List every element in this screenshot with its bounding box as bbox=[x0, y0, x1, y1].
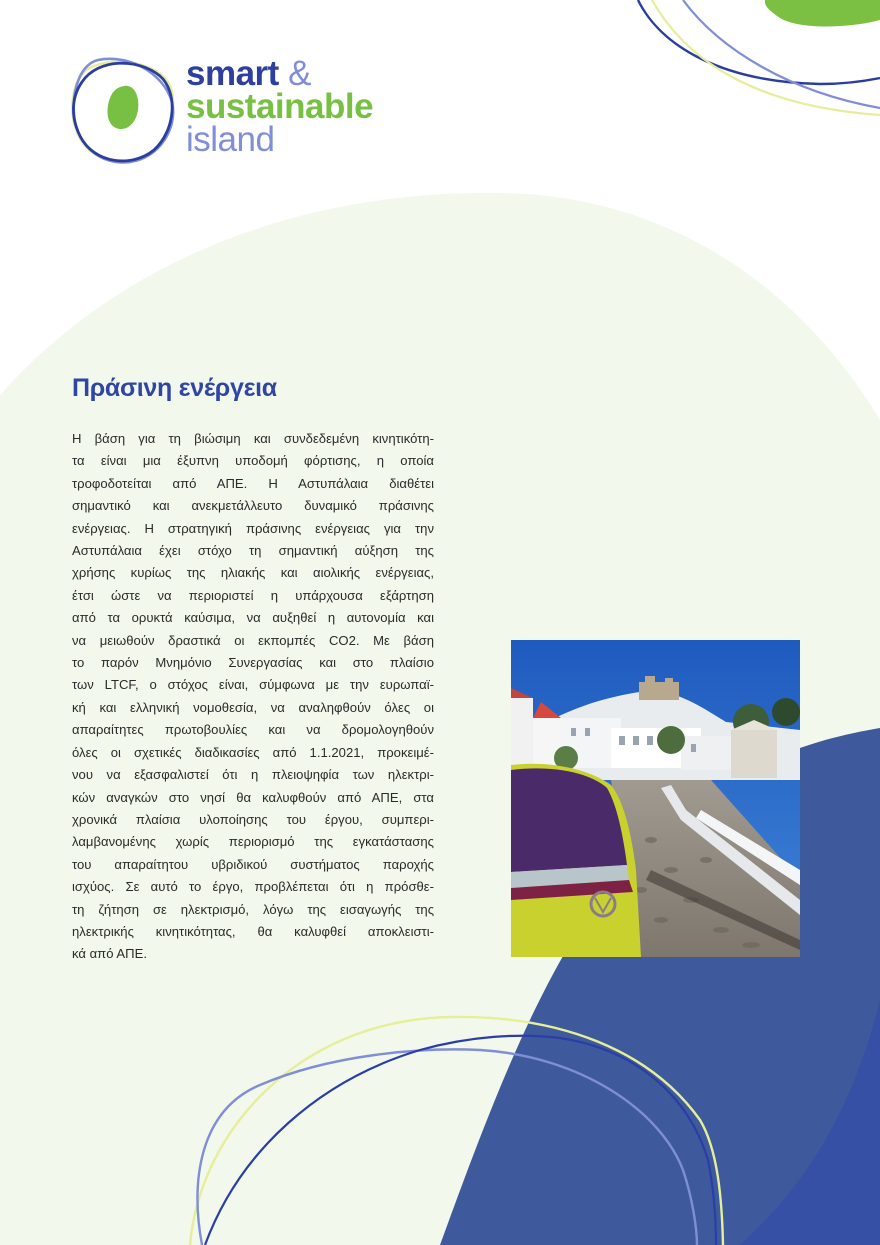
body-line: χρήσης κυρίως της ηλιακής και αιολικής ενέργειας, bbox=[72, 565, 434, 581]
body-line: λαμβανομένης χωρίς περιορισμό της εγκατάστασης bbox=[72, 834, 434, 850]
body-line: από τα ορυκτά καύσιμα, να αυξηθεί η αυτονομία και bbox=[72, 610, 434, 626]
body-line: κή και ελληνική νομοθεσία, να αναληφθούν όλες οι bbox=[72, 699, 434, 715]
brand-logo bbox=[68, 52, 388, 172]
logo-island-text: island bbox=[186, 120, 275, 159]
body-line: ηλεκτρικής κινητικότητας, θα καλυφθεί αποκλειστι- bbox=[72, 923, 434, 939]
body-line: Η βάση για τη βιώσιμη και συνδεδεμένη κινητικότη- bbox=[72, 431, 434, 446]
body-line: των LTCF, ο στόχος είναι, σύμφωνα με την ευρωπαϊ- bbox=[72, 677, 434, 693]
body-line: τροφοδοτείται από ΑΠΕ. Η Αστυπάλαια διαθέτει bbox=[72, 475, 434, 491]
body-line: κά από ΑΠΕ. bbox=[72, 946, 147, 962]
body-line: νου να εξασφαλιστεί ότι η πλειοψηφία των ηλεκτρι- bbox=[72, 767, 434, 783]
logo-smart-text: smart bbox=[186, 54, 279, 93]
body-line: έτσι ώστε να περιοριστεί η υπάρχουσα εξάρτηση bbox=[72, 587, 434, 603]
body-line: Αστυπάλαια έχει στόχο τη σημαντική αύξηση της bbox=[72, 543, 434, 559]
body-line: απαραίτητες πρωτοβουλίες και να δρομολογηθούν bbox=[72, 722, 434, 738]
logo-wordmark bbox=[186, 56, 373, 157]
body-line: τη ζήτηση σε ηλεκτρισμό, λόγω της εισαγωγής της bbox=[72, 901, 434, 917]
logo-rings-icon bbox=[68, 52, 180, 172]
body-line: το παρόν Μνημόνιο Συνεργασίας και στο πλαίσιο bbox=[72, 655, 434, 671]
body-line: ισχύος. Σε αυτό το έργο, προβλέπεται ότι η πρόσθε- bbox=[72, 879, 434, 895]
green-blob-shape bbox=[765, 0, 880, 27]
body-line: όλες οι σχετικές διαδικασίες από 1.1.2021, προκειμέ- bbox=[72, 744, 434, 760]
logo-ampersand: & bbox=[288, 54, 311, 93]
logo-sustainable-text: sustainable bbox=[186, 87, 374, 126]
photo-astypalaia-ev bbox=[511, 640, 800, 957]
body-paragraph bbox=[72, 428, 434, 966]
body-line: του απαραίτητου υβριδικού συστήματος παροχής bbox=[72, 856, 434, 872]
section-title: Πράσινη ενέργεια bbox=[72, 374, 277, 402]
body-line: τα είναι μια έξυπνη υποδομή φόρτισης, η οποία bbox=[72, 453, 434, 469]
body-line: ενέργειας. Η στρατηγική πράσινης ενέργειας για την bbox=[72, 520, 434, 536]
body-line: κών αναγκών στο νησί θα καλυφθούν από ΑΠΕ, στα bbox=[72, 789, 434, 805]
body-line: χρονικά πλαίσια υλοποίησης του έργου, συμπερι- bbox=[72, 811, 434, 827]
body-line: να μειωθούν δραστικά οι εκπομπές CO2. Με βάση bbox=[72, 632, 434, 648]
body-line: σημαντικό και ανεκμετάλλευτο δυναμικό πράσινης bbox=[72, 498, 434, 514]
